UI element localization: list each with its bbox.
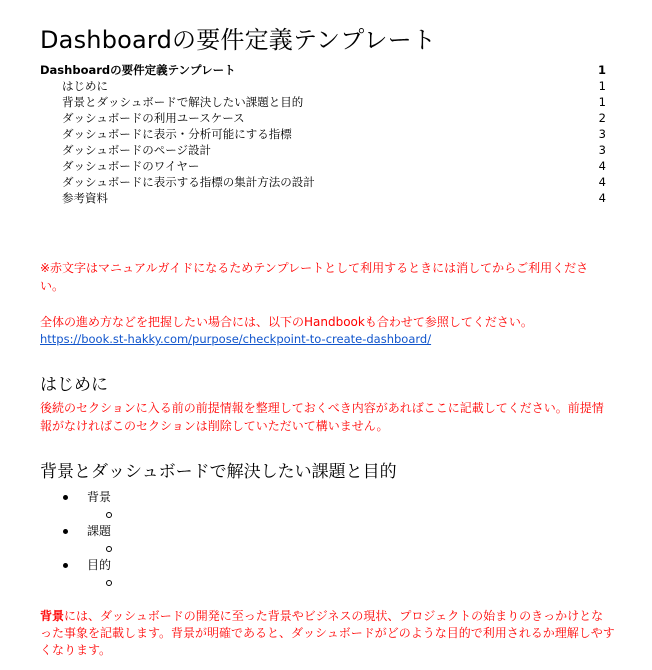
list-item — [40, 489, 111, 506]
toc-item[interactable] — [40, 126, 606, 142]
table-of-contents — [40, 62, 606, 206]
toc-item[interactable] — [40, 142, 606, 158]
toc-item-page: 4 — [598, 159, 606, 173]
hollow-bullet-icon — [106, 580, 112, 586]
section-heading-background: 背景とダッシュボードで解決したい課題と目的 — [40, 462, 397, 482]
toc-item[interactable] — [40, 110, 606, 126]
list-item-label: 目的 — [87, 558, 112, 572]
handbook-link[interactable]: https://book.st-hakky.com/purpose/checkpoint-to-create-dashboard/ — [40, 332, 432, 346]
intro-guide-text: 後続のセクションに入る前の前提情報を整理しておくべき内容があればここに記載してください。前提情報がなければこのセクションは削除していただいて構いません。 — [40, 401, 604, 433]
list-item-label: 課題 — [87, 524, 112, 538]
background-bullet-list — [40, 489, 111, 591]
guide-notice: ※赤文字はマニュアルガイドになるためテンプレートとして利用するときには消してからご利用ください。 — [40, 261, 589, 293]
toc-item-page: 4 — [598, 191, 606, 205]
toc-item[interactable] — [40, 94, 606, 110]
background-keyword: 背景 — [40, 609, 65, 623]
toc-item-page: 3 — [598, 143, 606, 157]
handbook-text: 全体の進め方などを把握したい場合には、以下のHandbookも合わせて参照してください。 — [40, 315, 533, 329]
toc-item-label: ダッシュボードの利用ユースケース — [62, 111, 245, 125]
list-item-label: 背景 — [87, 490, 112, 504]
background-guide-rest: には、ダッシュボードの開発に至った背景やビジネスの現状、プロジェクトの始まりのきっかけとなった事象を記載します。背景が明確であると、ダッシュボードがどのような目的で利用されるか理解しやすくなります。 — [40, 609, 615, 657]
toc-item-label: はじめに — [62, 79, 108, 93]
toc-item-label: Dashboardの要件定義テンプレート — [40, 63, 236, 77]
sub-list-item[interactable] — [40, 574, 111, 591]
toc-item-page: 1 — [598, 79, 606, 93]
toc-item[interactable] — [40, 174, 606, 190]
toc-item-page: 3 — [598, 127, 606, 141]
toc-item[interactable] — [40, 158, 606, 174]
background-guide-text — [40, 608, 615, 659]
toc-item-label: ダッシュボードに表示する指標の集計方法の設計 — [62, 175, 315, 189]
toc-item-label: ダッシュボードに表示・分析可能にする指標 — [62, 127, 292, 141]
toc-item-label: ダッシュボードのページ設計 — [62, 143, 212, 157]
document-title: Dashboardの要件定義テンプレート — [40, 26, 437, 54]
list-item — [40, 523, 111, 540]
bullet-icon — [63, 563, 68, 568]
hollow-bullet-icon — [106, 546, 112, 552]
handbook-note — [40, 314, 610, 348]
toc-item-page: 4 — [598, 175, 606, 189]
toc-item[interactable] — [40, 62, 606, 78]
bullet-icon — [63, 529, 68, 534]
toc-item-label: ダッシュボードのワイヤー — [62, 159, 200, 173]
toc-item[interactable] — [40, 78, 606, 94]
hollow-bullet-icon — [106, 512, 112, 518]
sub-list-item[interactable] — [40, 540, 111, 557]
section-heading-intro: はじめに — [40, 375, 108, 395]
toc-item[interactable] — [40, 190, 606, 206]
list-item — [40, 557, 111, 574]
bullet-icon — [63, 495, 68, 500]
sub-list-item[interactable] — [40, 506, 111, 523]
toc-item-label: 背景とダッシュボードで解決したい課題と目的 — [62, 95, 304, 109]
toc-item-label: 参考資料 — [62, 191, 108, 205]
toc-item-page: 1 — [598, 95, 606, 109]
toc-item-page: 2 — [598, 111, 606, 125]
toc-item-page: 1 — [597, 63, 606, 77]
